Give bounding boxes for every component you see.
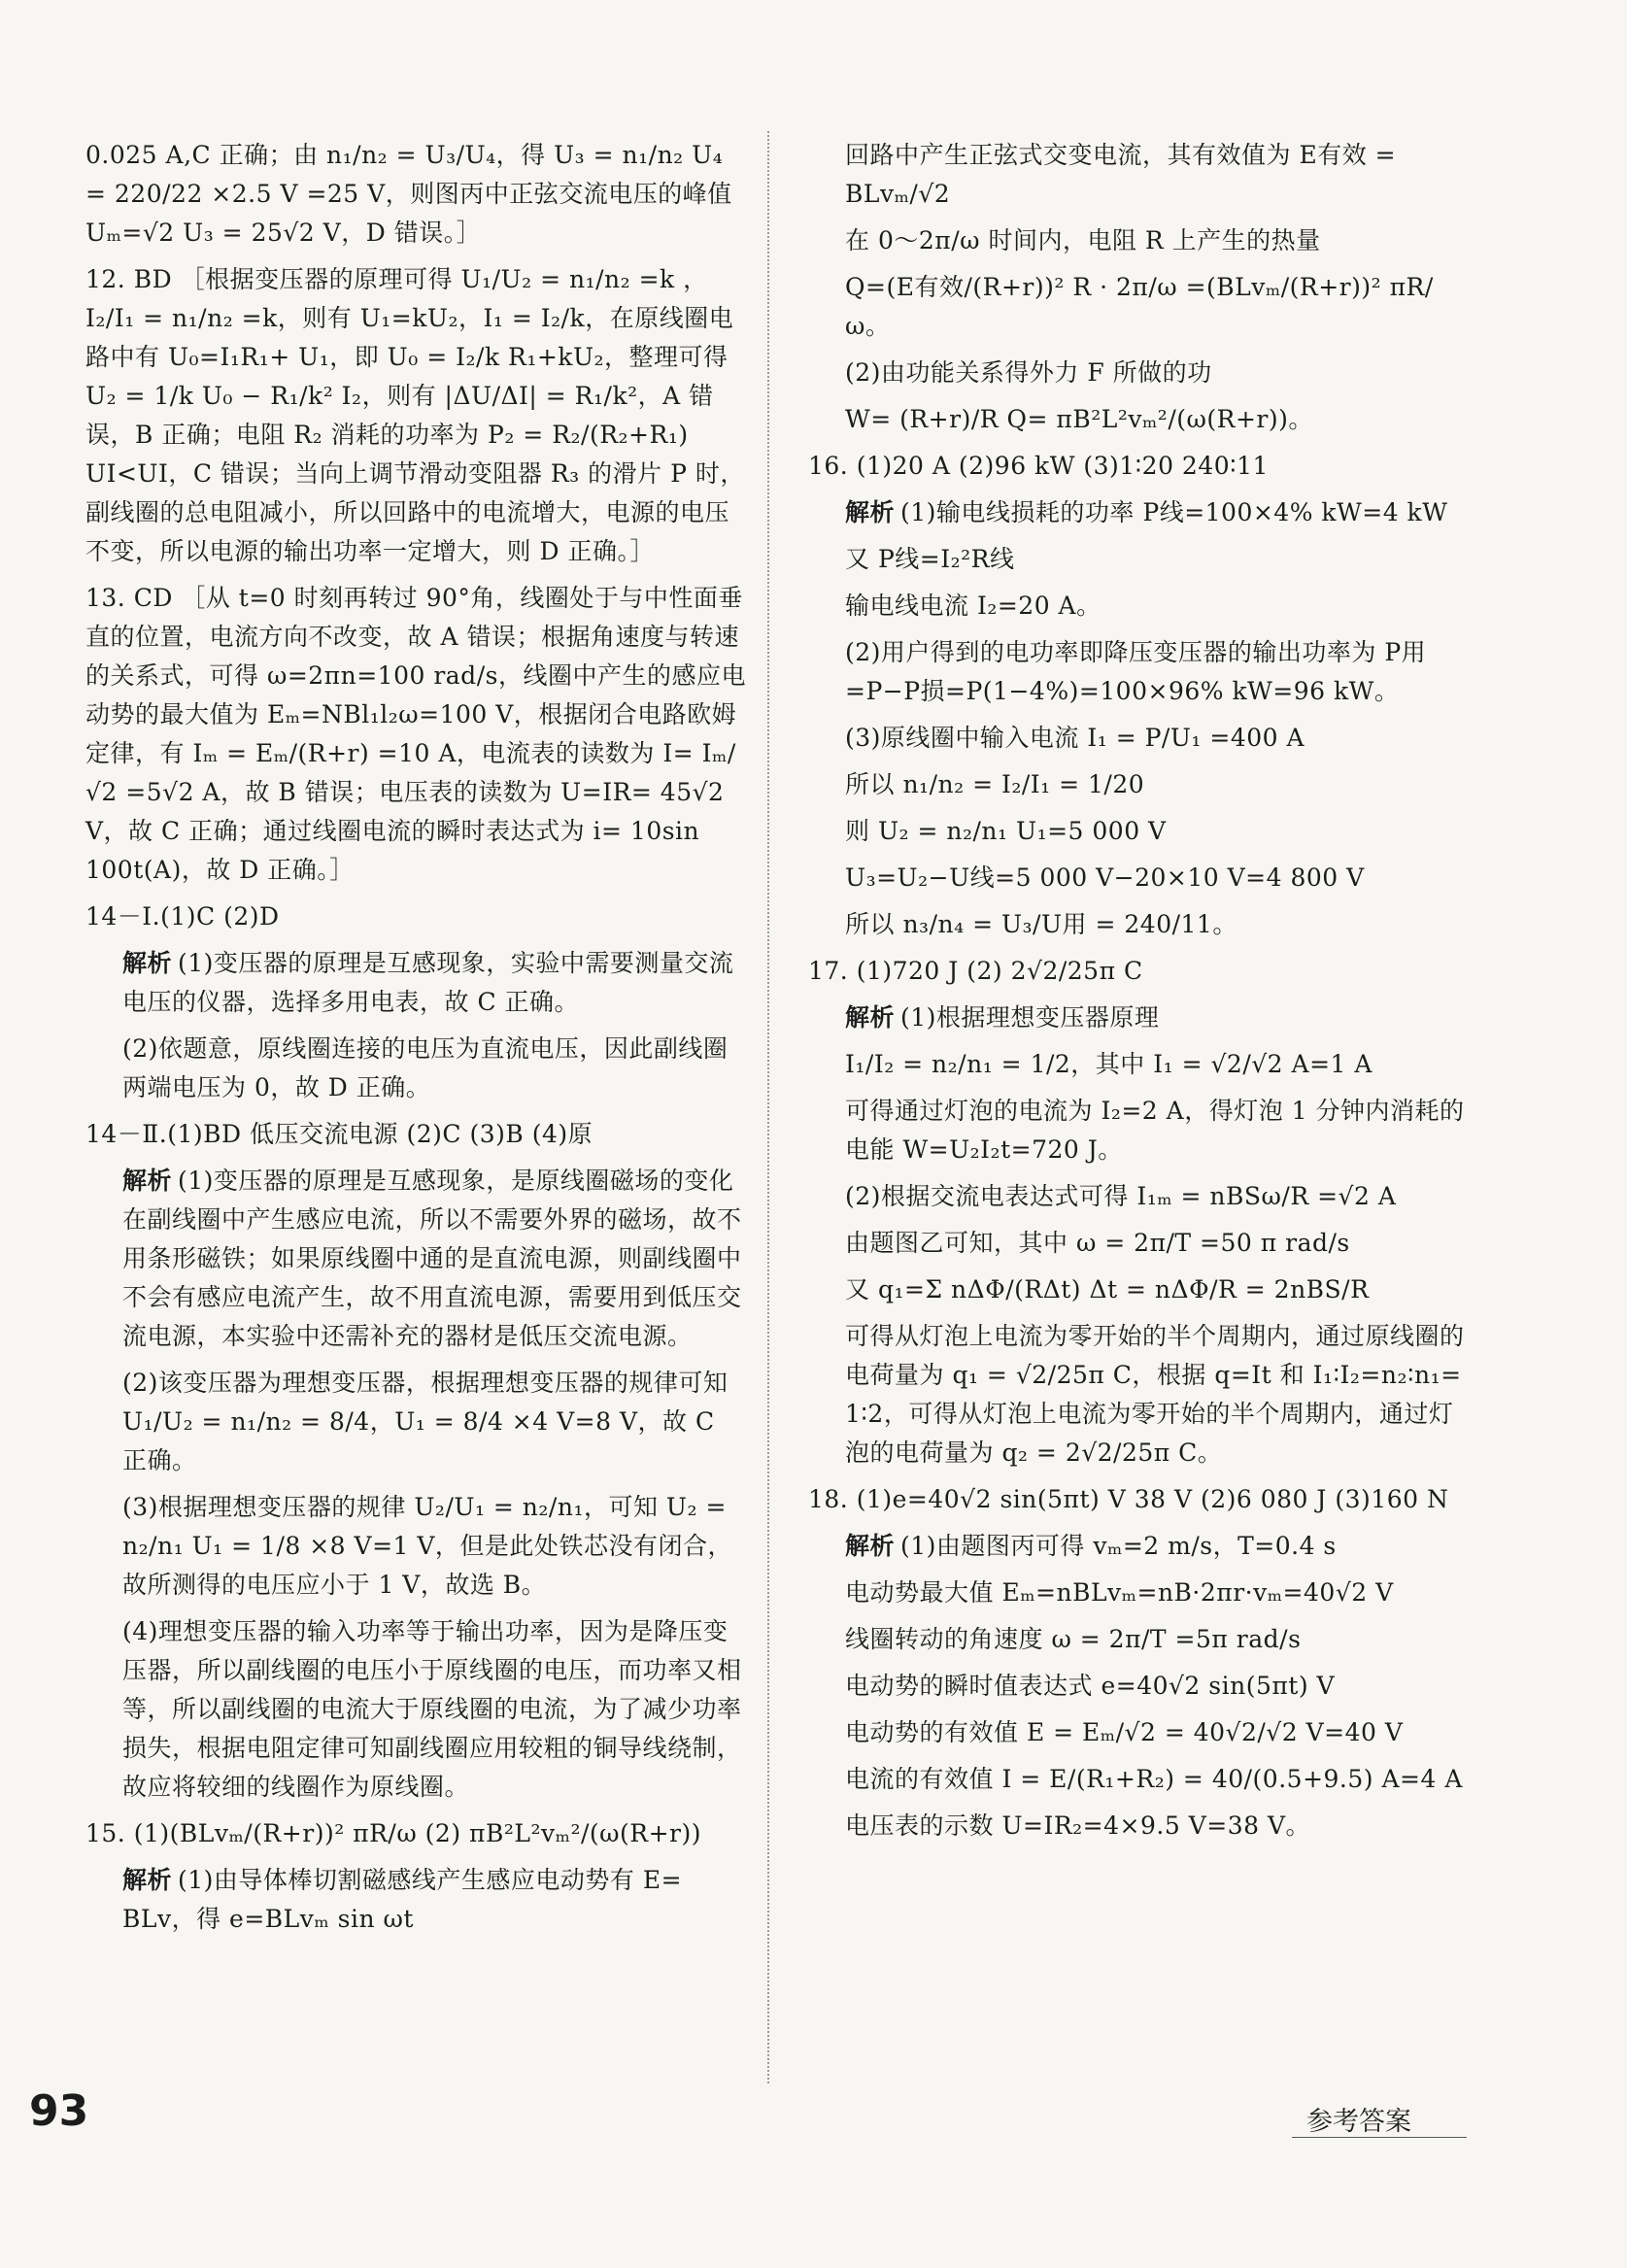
paragraph-text: (2)依题意，原线圈连接的电压为直流电压，因此副线圈两端电压为 0，故 D 正确。 bbox=[122, 1034, 729, 1101]
right-column bbox=[808, 136, 1469, 1853]
paragraph-text: 所以 n₃/n₄ = U₃/U用 = 240/11。 bbox=[845, 910, 1237, 938]
paragraph-text: (2)用户得到的电功率即降压变压器的输出功率为 P用=P−P损=P(1−4%)=100×96% kW=96 kW。 bbox=[845, 638, 1427, 705]
answer-paragraph bbox=[808, 1574, 1469, 1612]
analysis-label: 解析 bbox=[122, 1167, 173, 1195]
answer-paragraph bbox=[808, 1620, 1469, 1659]
answer-item bbox=[85, 579, 746, 890]
paragraph-text: 回路中产生正弦式交变电流，其有效值为 E有效 = BLvₘ/√2 bbox=[845, 141, 1397, 208]
analysis-label: 解析 bbox=[845, 498, 896, 526]
answer-paragraph bbox=[808, 1092, 1469, 1169]
paragraph-text: 则 U₂ = n₂/n₁ U₁=5 000 V bbox=[845, 817, 1167, 845]
analysis-label: 解析 bbox=[845, 1003, 896, 1032]
answer-paragraph bbox=[808, 493, 1469, 532]
answer-paragraph bbox=[808, 1807, 1469, 1845]
paragraph-text: 14－Ⅰ.(1)C (2)D bbox=[85, 902, 280, 931]
answer-paragraph bbox=[808, 1667, 1469, 1706]
answer-paragraph bbox=[85, 1861, 746, 1939]
paragraph-text: (1)输电线损耗的功率 P线=100×4% kW=4 kW bbox=[900, 498, 1448, 526]
paragraph-text: 电流的有效值 I = E/(R₁+R₂) = 40/(0.5+9.5) A=4 A bbox=[845, 1765, 1463, 1793]
answer-paragraph bbox=[808, 400, 1469, 439]
paragraph-text: (1)由导体棒切割磁感线产生感应电动势有 E= BLv，得 e=BLvₘ sin ωt bbox=[122, 1866, 683, 1933]
answer-paragraph bbox=[808, 1527, 1469, 1566]
answer-paragraph bbox=[808, 540, 1469, 579]
answer-paragraph bbox=[808, 1713, 1469, 1752]
answer-paragraph bbox=[808, 1270, 1469, 1309]
answer-paragraph bbox=[85, 1488, 746, 1605]
paragraph-text: 输电线电流 I₂=20 A。 bbox=[845, 592, 1102, 620]
answer-paragraph bbox=[808, 1317, 1469, 1473]
answer-paragraph bbox=[808, 999, 1469, 1037]
footer-label: 参考答案 bbox=[1306, 2107, 1411, 2137]
answer-paragraph bbox=[85, 944, 746, 1022]
answer-paragraph bbox=[808, 1224, 1469, 1263]
paragraph-text: 电动势的瞬时值表达式 e=40√2 sin(5πt) V bbox=[845, 1672, 1336, 1700]
answer-paragraph bbox=[808, 812, 1469, 851]
answer-paragraph bbox=[808, 1760, 1469, 1799]
answer-item bbox=[85, 897, 746, 936]
paragraph-text: (4)理想变压器的输入功率等于输出功率，因为是降压变压器，所以副线圈的电压小于原线圈的电压，而功率又相等，所以副线圈的电流大于原线圈的电流，为了减少功率损失，根据电阻定律可知副线圈应用较粗的铜导线绕制，故应将较细的线圈作为原线圈。 bbox=[122, 1617, 742, 1801]
paragraph-text: 所以 n₁/n₂ = I₂/I₁ = 1/20 bbox=[845, 770, 1145, 798]
answer-paragraph bbox=[808, 905, 1469, 944]
answer-paragraph bbox=[808, 765, 1469, 804]
paragraph-text: (1)变压器的原理是互感现象，实验中需要测量交流电压的仪器，选择多用电表，故 C 正确。 bbox=[122, 949, 734, 1016]
answer-paragraph bbox=[808, 136, 1469, 214]
analysis-label: 解析 bbox=[122, 949, 173, 977]
paragraph-text: 16. (1)20 A (2)96 kW (3)1∶20 240∶11 bbox=[808, 452, 1269, 480]
answer-item bbox=[85, 1814, 746, 1853]
paragraph-text: (2)根据交流电表达式可得 I₁ₘ = nBSω/R =√2 A bbox=[845, 1182, 1397, 1210]
left-column bbox=[85, 136, 746, 1946]
paragraph-text: (3)原线圈中输入电流 I₁ = P/U₁ =400 A bbox=[845, 724, 1305, 752]
analysis-label: 解析 bbox=[122, 1866, 173, 1894]
paragraph-text: 可得通过灯泡的电流为 I₂=2 A，得灯泡 1 分钟内消耗的电能 W=U₂I₂t=720 J。 bbox=[845, 1097, 1465, 1164]
paragraph-text: (2)由功能关系得外力 F 所做的功 bbox=[845, 358, 1212, 387]
answer-paragraph bbox=[808, 354, 1469, 392]
answer-paragraph bbox=[808, 268, 1469, 346]
answer-paragraph bbox=[808, 221, 1469, 260]
answer-paragraph bbox=[85, 1612, 746, 1807]
paragraph-text: 又 q₁=Σ nΔΦ/(RΔt) Δt = nΔΦ/R = 2nBS/R bbox=[845, 1275, 1370, 1303]
paragraph-text: 18. (1)e=40√2 sin(5πt) V 38 V (2)6 080 J (3)160 N bbox=[808, 1485, 1449, 1513]
answer-item bbox=[85, 260, 746, 571]
answer-paragraph bbox=[808, 859, 1469, 897]
answer-paragraph bbox=[808, 719, 1469, 758]
paragraph-text: 0.025 A,C 正确；由 n₁/n₂ = U₃/U₄，得 U₃ = n₁/n₂ U₄ = 220/22 ×2.5 V =25 V，则图丙中正弦交流电压的峰值 Uₘ=√2 U₃ = 25√2 V，D 错误。］ bbox=[85, 141, 732, 247]
paragraph-text: 电压表的示数 U=IR₂=4×9.5 V=38 V。 bbox=[845, 1811, 1311, 1840]
paragraph-text: 13. CD ［从 t=0 时刻再转过 90°角，线圈处于与中性面垂直的位置，电流方向不改变，故 A 错误；根据角速度与转速的关系式，可得 ω=2πn=100 rad/s，线圈中产生的感应电动势的最大值为 Eₘ=NBl₁l₂ω=100 V，根据闭合电路欧姆定律，有 Iₘ = Eₘ/(R+r) =10 A，电流表的读数为 I= Iₘ/√2 =5√2 A，故 B 错误；电压表的读数为 U=IR= 45√2 V，故 C 正确；通过线圈电流的瞬时表达式为 i= 10sin 100t(A)，故 D 正确。］ bbox=[85, 584, 746, 884]
paragraph-text: 可得从灯泡上电流为零开始的半个周期内，通过原线圈的电荷量为 q₁ = √2/25π C，根据 q=It 和 I₁∶I₂=n₂∶n₁= 1∶2，可得从灯泡上电流为零开始的半个周期内，通过灯泡的电荷量为 q₂ = 2√2/25π C。 bbox=[845, 1322, 1465, 1467]
paragraph-text: 12. BD ［根据变压器的原理可得 U₁/U₂ = n₁/n₂ =k ，I₂/I₁ = n₁/n₂ =k，则有 U₁=kU₂，I₁ = I₂/k，在原线圈电路中有 U₀=I₁R₁+ U₁，即 U₀ = I₂/k R₁+kU₂，整理可得 U₂ = 1/k U₀ − R₁/k² I₂，则有 |ΔU/ΔI| = R₁/k²，A 错误，B 正确；电阻 R₂ 消耗的功率为 P₂ = R₂/(R₂+R₁) UI<UI，C 错误；当向上调节滑动变阻器 R₃ 的滑片 P 时，副线圈的总电阻减小，所以回路中的电流增大，电源的电压不变，所以电源的输出功率一定增大，则 D 正确。］ bbox=[85, 265, 745, 565]
answer-paragraph bbox=[85, 1364, 746, 1480]
answer-item bbox=[808, 952, 1469, 991]
paragraph-text: 电动势的有效值 E = Eₘ/√2 = 40√2/√2 V=40 V bbox=[845, 1718, 1404, 1746]
footer-rule bbox=[1292, 2137, 1467, 2138]
paragraph-text: 由题图乙可知，其中 ω = 2π/T =50 π rad/s bbox=[845, 1229, 1350, 1257]
paragraph-text: 15. (1)(BLvₘ/(R+r))² πR/ω (2) πB²L²vₘ²/(ω(R+r)) bbox=[85, 1819, 702, 1847]
page-number: 93 bbox=[29, 2086, 89, 2136]
paragraph-text: 又 P线=I₂²R线 bbox=[845, 545, 1015, 573]
analysis-label: 解析 bbox=[845, 1532, 896, 1560]
paragraph-text: 线圈转动的角速度 ω = 2π/T =5π rad/s bbox=[845, 1625, 1302, 1653]
answer-paragraph bbox=[85, 1030, 746, 1107]
paragraph-text: 14－Ⅱ.(1)BD 低压交流电源 (2)C (3)B (4)原 bbox=[85, 1120, 593, 1148]
answer-paragraph bbox=[808, 1177, 1469, 1216]
paragraph-text: W= (R+r)/R Q= πB²L²vₘ²/(ω(R+r))。 bbox=[845, 405, 1313, 433]
paragraph-text: 电动势最大值 Eₘ=nBLvₘ=nB·2πr·vₘ=40√2 V bbox=[845, 1578, 1394, 1607]
paragraph-text: I₁/I₂ = n₂/n₁ = 1/2，其中 I₁ = √2/√2 A=1 A bbox=[845, 1050, 1373, 1078]
paragraph-text: (1)变压器的原理是互感现象，是原线圈磁场的变化在副线圈中产生感应电流，所以不需要外界的磁场，故不用条形磁铁；如果原线圈中通的是直流电源，则副线圈中不会有感应电流产生，故不用直流电源，需要用到低压交流电源，本实验中还需补充的器材是低压交流电源。 bbox=[122, 1167, 742, 1350]
paragraph-text: (1)由题图丙可得 vₘ=2 m/s，T=0.4 s bbox=[900, 1532, 1337, 1560]
answer-item bbox=[808, 1480, 1469, 1519]
paragraph-text: (2)该变压器为理想变压器，根据理想变压器的规律可知 U₁/U₂ = n₁/n₂ = 8/4，U₁ = 8/4 ×4 V=8 V，故 C 正确。 bbox=[122, 1369, 729, 1474]
paragraph-text: (1)根据理想变压器原理 bbox=[900, 1003, 1160, 1032]
answer-item bbox=[85, 1115, 746, 1154]
paragraph-text: Q=(E有效/(R+r))² R · 2π/ω =(BLvₘ/(R+r))² πR/ω。 bbox=[845, 273, 1434, 340]
answer-paragraph bbox=[808, 587, 1469, 626]
answer-paragraph bbox=[808, 1045, 1469, 1084]
column-divider bbox=[767, 131, 769, 2083]
answer-paragraph bbox=[85, 136, 746, 253]
paragraph-text: 17. (1)720 J (2) 2√2/25π C bbox=[808, 957, 1143, 985]
paragraph-text: 在 0～2π/ω 时间内，电阻 R 上产生的热量 bbox=[845, 226, 1321, 254]
answer-item bbox=[808, 447, 1469, 486]
paragraph-text: U₃=U₂−U线=5 000 V−20×10 V=4 800 V bbox=[845, 863, 1365, 892]
answer-paragraph bbox=[808, 633, 1469, 711]
paragraph-text: (3)根据理想变压器的规律 U₂/U₁ = n₂/n₁，可知 U₂ = n₂/n₁ U₁ = 1/8 ×8 V=1 V，但是此处铁芯没有闭合，故所测得的电压应小于 1 V，故选 B。 bbox=[122, 1493, 732, 1599]
answer-paragraph bbox=[85, 1162, 746, 1356]
